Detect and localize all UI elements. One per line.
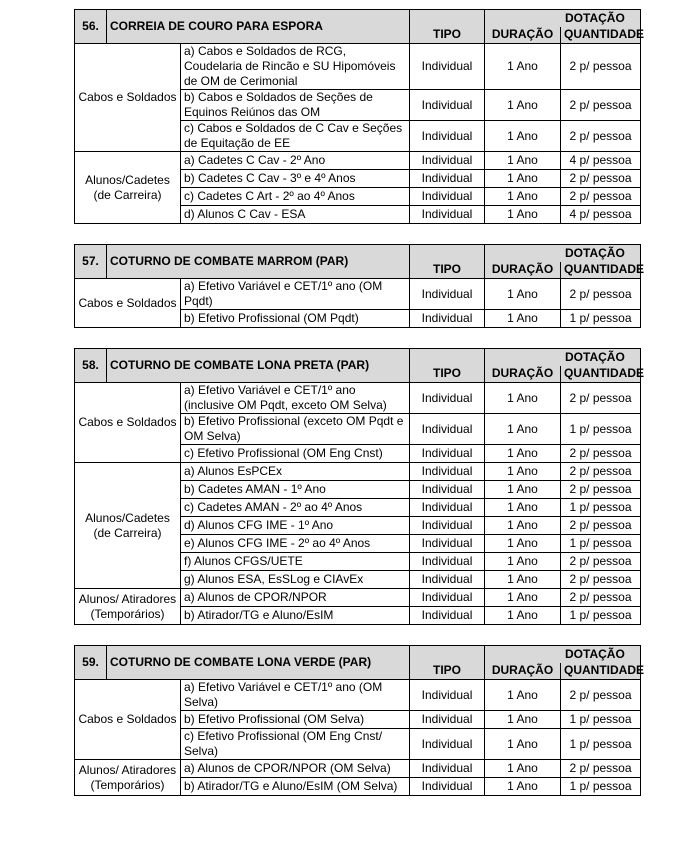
table-row (75, 760, 641, 778)
description-cell: c) Efetivo Profissional (OM Eng Cnst) (181, 445, 410, 463)
quantidade-cell: 2 p/ pessoa (561, 680, 641, 711)
tipo-cell: Individual (410, 310, 485, 328)
tipo-cell: Individual (410, 206, 485, 224)
item-section (74, 348, 645, 625)
description-cell: e) Alunos CFG IME - 2º ao 4º Anos (181, 535, 410, 553)
duracao-cell: 1 Ano (485, 445, 561, 463)
header-tipo: TIPO (410, 366, 485, 383)
tipo-cell: Individual (410, 170, 485, 188)
category-cell: Alunos/Cadetes (de Carreira) (75, 463, 181, 589)
duracao-cell: 1 Ano (485, 481, 561, 499)
quantidade-cell: 2 p/ pessoa (561, 589, 641, 607)
quantidade-cell: 2 p/ pessoa (561, 121, 641, 152)
quantidade-cell: 4 p/ pessoa (561, 206, 641, 224)
category-cell: Alunos/Cadetes (de Carreira) (75, 152, 181, 224)
table-row (75, 463, 641, 481)
tipo-cell: Individual (410, 535, 485, 553)
tipo-cell: Individual (410, 445, 485, 463)
tipo-cell: Individual (410, 383, 485, 414)
category-cell: Alunos/ Atiradores (Temporários) (75, 589, 181, 625)
header-tipo: TIPO (410, 27, 485, 44)
item-title: COTURNO DE COMBATE MARROM (PAR) (107, 245, 410, 279)
tipo-cell: Individual (410, 499, 485, 517)
quantidade-cell: 2 p/ pessoa (561, 463, 641, 481)
duracao-cell: 1 Ano (485, 170, 561, 188)
tipo-cell: Individual (410, 778, 485, 796)
item-table-56 (74, 9, 644, 224)
duracao-cell: 1 Ano (485, 44, 561, 90)
quantidade-cell: 1 p/ pessoa (561, 310, 641, 328)
quantidade-cell: 2 p/ pessoa (561, 383, 641, 414)
item-section (74, 244, 645, 328)
document-page (74, 9, 645, 796)
tipo-cell: Individual (410, 729, 485, 760)
tipo-cell: Individual (410, 607, 485, 625)
tipo-cell: Individual (410, 152, 485, 170)
tipo-cell: Individual (410, 517, 485, 535)
table-row (75, 589, 641, 607)
tipo-cell: Individual (410, 121, 485, 152)
duracao-cell: 1 Ano (485, 553, 561, 571)
tipo-cell: Individual (410, 760, 485, 778)
duracao-cell: 1 Ano (485, 729, 561, 760)
header-duracao: DURAÇÃO (485, 366, 561, 383)
header-blank (410, 646, 485, 663)
duracao-cell: 1 Ano (485, 760, 561, 778)
description-cell: f) Alunos CFGS/UETE (181, 553, 410, 571)
item-table-59 (74, 645, 645, 796)
description-cell: a) Efetivo Variável e CET/1º ano (inclusive OM Pqdt, exceto OM Selva) (181, 383, 410, 414)
quantidade-cell: 1 p/ pessoa (561, 778, 641, 796)
description-cell: b) Efetivo Profissional (OM Pqdt) (181, 310, 410, 328)
quantidade-cell: 2 p/ pessoa (561, 90, 641, 121)
tipo-cell: Individual (410, 680, 485, 711)
item-title: COTURNO DE COMBATE LONA PRETA (PAR) (107, 349, 410, 383)
header-duracao: DURAÇÃO (485, 27, 561, 44)
quantidade-cell: 2 p/ pessoa (561, 571, 641, 589)
category-cell: Alunos/ Atiradores (Temporários) (75, 760, 181, 796)
duracao-cell: 1 Ano (485, 414, 561, 445)
table-row (75, 680, 641, 711)
description-cell: g) Alunos ESA, EsSLog e CIAvEx (181, 571, 410, 589)
header-blank (410, 245, 485, 262)
tipo-cell: Individual (410, 711, 485, 729)
duracao-cell: 1 Ano (485, 463, 561, 481)
header-quantidade: QUANTIDADE (561, 27, 641, 44)
tipo-cell: Individual (410, 463, 485, 481)
header-blank (410, 349, 485, 366)
description-cell: b) Efetivo Profissional (OM Selva) (181, 711, 410, 729)
header-quantidade: QUANTIDADE (561, 663, 641, 680)
duracao-cell: 1 Ano (485, 90, 561, 121)
item-table-57 (74, 244, 645, 328)
quantidade-cell: 2 p/ pessoa (561, 553, 641, 571)
header-row (75, 646, 641, 663)
quantidade-cell: 1 p/ pessoa (561, 729, 641, 760)
quantidade-cell: 2 p/ pessoa (561, 279, 641, 310)
table-row (75, 383, 641, 414)
description-cell: c) Cadetes AMAN - 2º ao 4º Anos (181, 499, 410, 517)
description-cell: a) Alunos de CPOR/NPOR (181, 589, 410, 607)
quantidade-cell: 2 p/ pessoa (561, 188, 641, 206)
description-cell: b) Cadetes C Cav - 3º e 4º Anos (181, 170, 410, 188)
item-number: 57. (75, 245, 107, 279)
item-title: COTURNO DE COMBATE LONA VERDE (PAR) (107, 646, 410, 680)
duracao-cell: 1 Ano (485, 517, 561, 535)
category-cell: Cabos e Soldados (75, 44, 181, 152)
item-number: 58. (75, 349, 107, 383)
item-table-58 (74, 348, 645, 625)
duracao-cell: 1 Ano (485, 499, 561, 517)
category-cell: Cabos e Soldados (75, 279, 181, 328)
duracao-cell: 1 Ano (485, 383, 561, 414)
description-cell: a) Cabos e Soldados de RCG, Coudelaria de Rincão e SU Hipomóveis de OM de Cerimonial (181, 44, 410, 90)
description-cell: b) Atirador/TG e Aluno/EsIM (OM Selva) (181, 778, 410, 796)
header-blank (410, 10, 485, 27)
description-cell: a) Alunos EsPCEx (181, 463, 410, 481)
quantidade-cell: 2 p/ pessoa (561, 481, 641, 499)
description-cell: a) Cadetes C Cav - 2º Ano (181, 152, 410, 170)
description-cell: b) Efetivo Profissional (exceto OM Pqdt e OM Selva) (181, 414, 410, 445)
header-quantidade: QUANTIDADE (561, 262, 641, 279)
quantidade-cell: 2 p/ pessoa (561, 445, 641, 463)
duracao-cell: 1 Ano (485, 121, 561, 152)
duracao-cell: 1 Ano (485, 607, 561, 625)
description-cell: a) Efetivo Variável e CET/1º ano (OM Selva) (181, 680, 410, 711)
header-row (75, 10, 641, 27)
duracao-cell: 1 Ano (485, 310, 561, 328)
tipo-cell: Individual (410, 188, 485, 206)
header-duracao: DURAÇÃO (485, 663, 561, 680)
description-cell: c) Cadetes C Art - 2º ao 4º Anos (181, 188, 410, 206)
duracao-cell: 1 Ano (485, 571, 561, 589)
category-cell: Cabos e Soldados (75, 680, 181, 760)
table-row (75, 152, 641, 170)
header-dotacao: DOTAÇÃO (485, 646, 641, 663)
description-cell: b) Atirador/TG e Aluno/EsIM (181, 607, 410, 625)
tipo-cell: Individual (410, 44, 485, 90)
tipo-cell: Individual (410, 90, 485, 121)
duracao-cell: 1 Ano (485, 680, 561, 711)
description-cell: c) Cabos e Soldados de C Cav e Seções de Equitação de EE (181, 121, 410, 152)
quantidade-cell: 2 p/ pessoa (561, 517, 641, 535)
tipo-cell: Individual (410, 414, 485, 445)
quantidade-cell: 4 p/ pessoa (561, 152, 641, 170)
item-section (74, 9, 644, 224)
duracao-cell: 1 Ano (485, 589, 561, 607)
header-tipo: TIPO (410, 663, 485, 680)
description-cell: a) Efetivo Variável e CET/1º ano (OM Pqdt) (181, 279, 410, 310)
quantidade-cell: 1 p/ pessoa (561, 499, 641, 517)
quantidade-cell: 2 p/ pessoa (561, 760, 641, 778)
duracao-cell: 1 Ano (485, 152, 561, 170)
duracao-cell: 1 Ano (485, 711, 561, 729)
header-dotacao: DOTAÇÃO (485, 349, 641, 366)
description-cell: d) Alunos CFG IME - 1º Ano (181, 517, 410, 535)
quantidade-cell: 1 p/ pessoa (561, 607, 641, 625)
quantidade-cell: 2 p/ pessoa (561, 44, 641, 90)
tipo-cell: Individual (410, 589, 485, 607)
quantidade-cell: 2 p/ pessoa (561, 170, 641, 188)
tipo-cell: Individual (410, 553, 485, 571)
item-title: CORREIA DE COURO PARA ESPORA (107, 10, 410, 44)
item-number: 56. (75, 10, 107, 44)
duracao-cell: 1 Ano (485, 206, 561, 224)
category-cell: Cabos e Soldados (75, 383, 181, 463)
description-cell: c) Efetivo Profissional (OM Eng Cnst/ Selva) (181, 729, 410, 760)
header-dotacao: DOTAÇÃO (485, 10, 641, 27)
header-duracao: DURAÇÃO (485, 262, 561, 279)
item-number: 59. (75, 646, 107, 680)
tipo-cell: Individual (410, 571, 485, 589)
header-row (75, 349, 641, 366)
description-cell: d) Alunos C Cav - ESA (181, 206, 410, 224)
header-quantidade: QUANTIDADE (561, 366, 641, 383)
description-cell: b) Cadetes AMAN - 1º Ano (181, 481, 410, 499)
header-dotacao: DOTAÇÃO (485, 245, 641, 262)
duracao-cell: 1 Ano (485, 778, 561, 796)
quantidade-cell: 1 p/ pessoa (561, 535, 641, 553)
duracao-cell: 1 Ano (485, 279, 561, 310)
header-tipo: TIPO (410, 262, 485, 279)
tipo-cell: Individual (410, 481, 485, 499)
quantidade-cell: 1 p/ pessoa (561, 414, 641, 445)
description-cell: b) Cabos e Soldados de Seções de Equinos Reiúnos das OM (181, 90, 410, 121)
table-row (75, 44, 641, 90)
header-row (75, 245, 641, 262)
tipo-cell: Individual (410, 279, 485, 310)
quantidade-cell: 1 p/ pessoa (561, 711, 641, 729)
table-row (75, 279, 641, 310)
duracao-cell: 1 Ano (485, 188, 561, 206)
item-section (74, 645, 645, 796)
duracao-cell: 1 Ano (485, 535, 561, 553)
description-cell: a) Alunos de CPOR/NPOR (OM Selva) (181, 760, 410, 778)
